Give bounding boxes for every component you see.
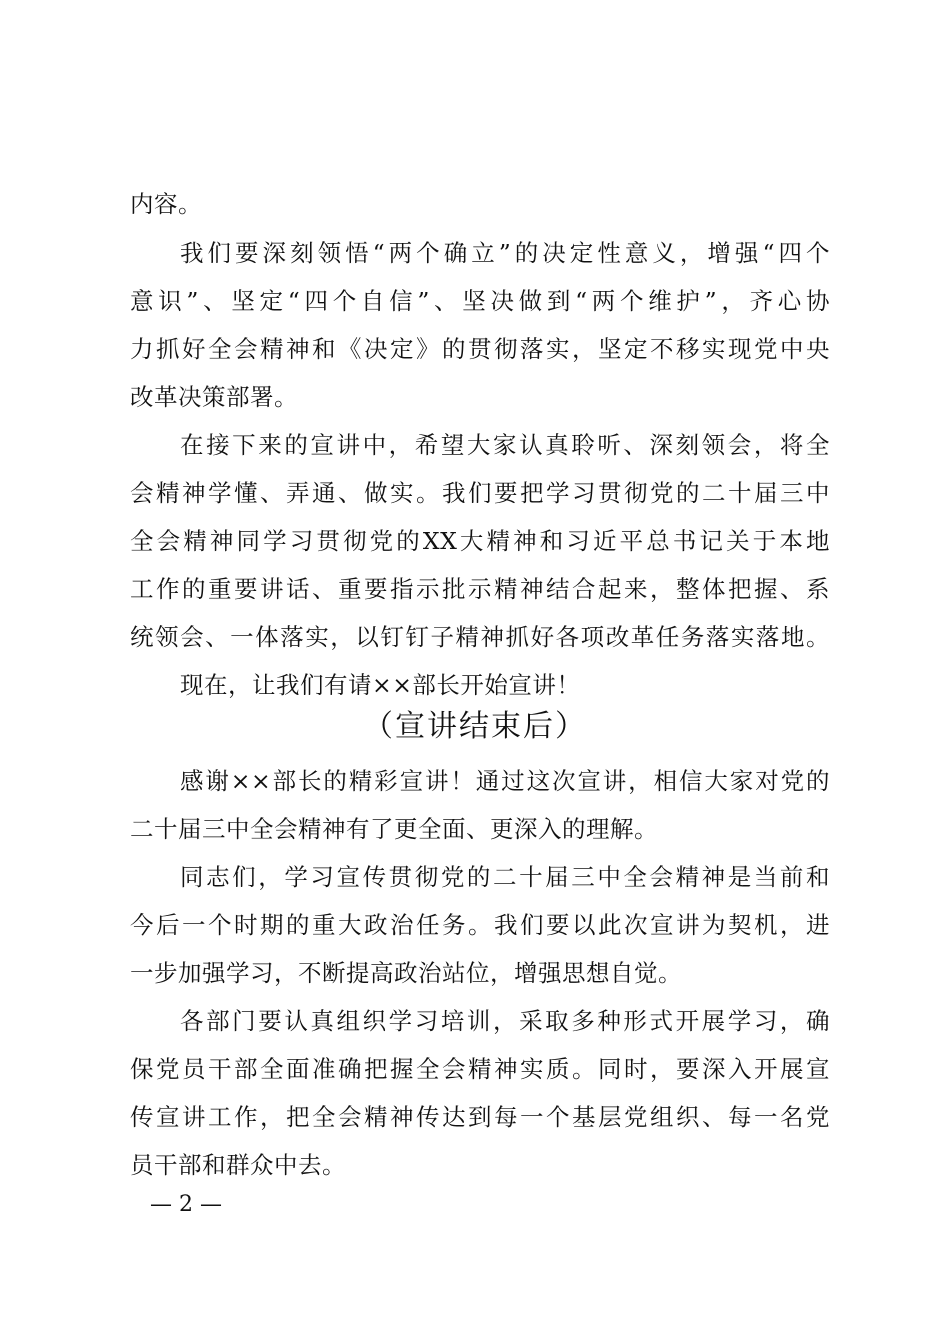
paragraph-line: 在接下来的宣讲中，希望大家认真聆听、深刻领会，将全 (180, 431, 830, 459)
paragraph-line: 传宣讲工作，把全会精神传达到每一个基层党组织、每一名党 (130, 1103, 830, 1131)
paragraph-line: 同志们，学习宣传贯彻党的二十届三中全会精神是当前和 (180, 863, 830, 891)
paragraph-line: 统领会、一体落实，以钉钉子精神抓好各项改革任务落实落地。 (130, 623, 830, 651)
page-number: — 2 — (150, 1192, 222, 1217)
paragraph-line: 现在，让我们有请××部长开始宣讲！ (180, 671, 581, 699)
paragraph-line: 内容。 (130, 190, 202, 218)
paragraph-line: 感谢××部长的精彩宣讲！通过这次宣讲，相信大家对党的 (180, 767, 830, 795)
paragraph-line: 各部门要认真组织学习培训，采取多种形式开展学习，确 (180, 1007, 830, 1035)
paragraph-line: 员干部和群众中去。 (130, 1151, 346, 1179)
section-heading: （宣讲结束后） (363, 709, 587, 744)
paragraph-line: 会精神学懂、弄通、做实。我们要把学习贯彻党的二十届三中 (130, 479, 830, 507)
paragraph-line: 保党员干部全面准确把握全会精神实质。同时，要深入开展宣 (130, 1055, 830, 1083)
paragraph-line: 全会精神同学习贯彻党的XX大精神和习近平总书记关于本地 (130, 527, 830, 555)
paragraph-line: 今后一个时期的重大政治任务。我们要以此次宣讲为契机，进 (130, 911, 830, 939)
paragraph-line: 一步加强学习，不断提高政治站位，增强思想自觉。 (130, 959, 682, 987)
paragraph-line: 我们要深刻领悟“两个确立”的决定性意义，增强“四个 (180, 239, 830, 267)
paragraph-line: 工作的重要讲话、重要指示批示精神结合起来，整体把握、系 (130, 575, 830, 603)
paragraph-line: 意识”、坚定“四个自信”、坚决做到“两个维护”，齐心协 (130, 287, 830, 315)
paragraph-line: 改革决策部署。 (130, 383, 298, 411)
paragraph-line: 力抓好全会精神和《决定》的贯彻落实，坚定不移实现党中央 (130, 335, 830, 363)
paragraph-line: 二十届三中全会精神有了更全面、更深入的理解。 (130, 815, 658, 843)
